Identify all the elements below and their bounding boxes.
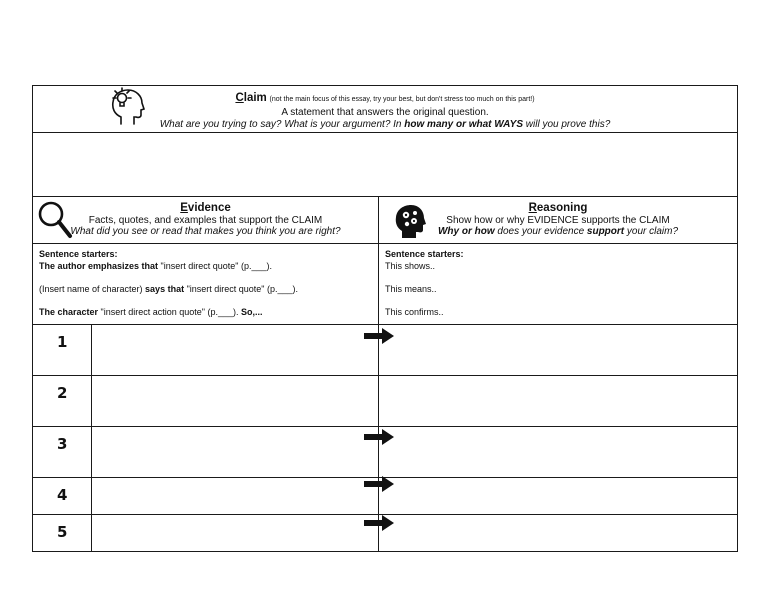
evidence-answer-1[interactable] bbox=[91, 324, 379, 376]
evidence-starter-1: The author emphasizes that "insert direct quote" (p.___). bbox=[39, 260, 272, 271]
reasoning-answer-2[interactable] bbox=[378, 375, 738, 427]
claim-title-rest: laim bbox=[243, 92, 267, 104]
evidence-heading: Evidence Facts, quotes, and examples that support the CLAIM What did you see or read that makes you think you are right? bbox=[33, 203, 378, 238]
reasoning-answer-4[interactable] bbox=[378, 477, 738, 515]
claim-heading bbox=[33, 92, 737, 132]
evidence-starter-2: (Insert name of character) says that "insert direct quote" (p.___). bbox=[39, 283, 299, 294]
claim-subtitle: A statement that answers the original question. bbox=[281, 106, 489, 118]
reasoning-heading: Reasoning Show how or why EVIDENCE supports the CLAIM Why or how does your evidence support your claim? bbox=[379, 203, 737, 238]
evidence-header bbox=[32, 196, 379, 244]
reasoning-answer-5[interactable] bbox=[378, 514, 738, 552]
row-number-cell bbox=[32, 477, 92, 515]
row-number: 5 bbox=[57, 523, 68, 541]
row-number-cell bbox=[32, 426, 92, 478]
reasoning-answer-1[interactable] bbox=[378, 324, 738, 376]
reasoning-starters-label: Sentence starters: bbox=[385, 249, 464, 259]
row-number-cell bbox=[32, 514, 92, 552]
cer-worksheet bbox=[32, 85, 738, 553]
row-number: 3 bbox=[57, 435, 68, 453]
row-number-cell bbox=[32, 324, 92, 376]
row-number-cell bbox=[32, 375, 92, 427]
row-number: 1 bbox=[57, 333, 68, 351]
evidence-answer-5[interactable] bbox=[91, 514, 379, 552]
reasoning-starter-1: This shows.. bbox=[385, 260, 436, 271]
evidence-answer-2[interactable] bbox=[91, 375, 379, 427]
claim-note: (not the main focus of this essay, try your best, but don't stress too much on this part!) bbox=[269, 96, 535, 103]
reasoning-starter-2: This means.. bbox=[385, 283, 437, 294]
row-number: 2 bbox=[57, 384, 68, 402]
reasoning-answer-3[interactable] bbox=[378, 426, 738, 478]
evidence-starter-3: The character "insert direct action quote" (p.___). So,... bbox=[39, 306, 263, 317]
claim-title-initial: C bbox=[235, 92, 244, 104]
reasoning-sentence-starters bbox=[378, 243, 738, 325]
arrow-right-icon bbox=[364, 476, 394, 492]
reasoning-question: Why or how does your evidence support your claim? bbox=[437, 226, 679, 237]
reasoning-starter-3: This confirms.. bbox=[385, 306, 444, 317]
arrow-right-icon bbox=[364, 515, 394, 531]
evidence-description: Facts, quotes, and examples that support the CLAIM bbox=[88, 214, 323, 226]
evidence-starters-label: Sentence starters: bbox=[39, 249, 118, 259]
claim-header bbox=[32, 85, 738, 133]
evidence-sentence-starters bbox=[32, 243, 379, 325]
arrow-right-icon bbox=[364, 328, 394, 344]
reasoning-description: Show how or why EVIDENCE supports the CLAIM bbox=[446, 214, 670, 226]
arrow-right-icon bbox=[364, 429, 394, 445]
claim-answer-area[interactable] bbox=[32, 132, 738, 197]
evidence-question: What did you see or read that makes you think you are right? bbox=[70, 226, 341, 237]
row-number: 4 bbox=[57, 486, 68, 504]
reasoning-header bbox=[378, 196, 738, 244]
claim-question: What are you trying to say? What is your argument? In how many or what WAYS will you prove this? bbox=[159, 119, 611, 130]
evidence-answer-4[interactable] bbox=[91, 477, 379, 515]
evidence-answer-3[interactable] bbox=[91, 426, 379, 478]
